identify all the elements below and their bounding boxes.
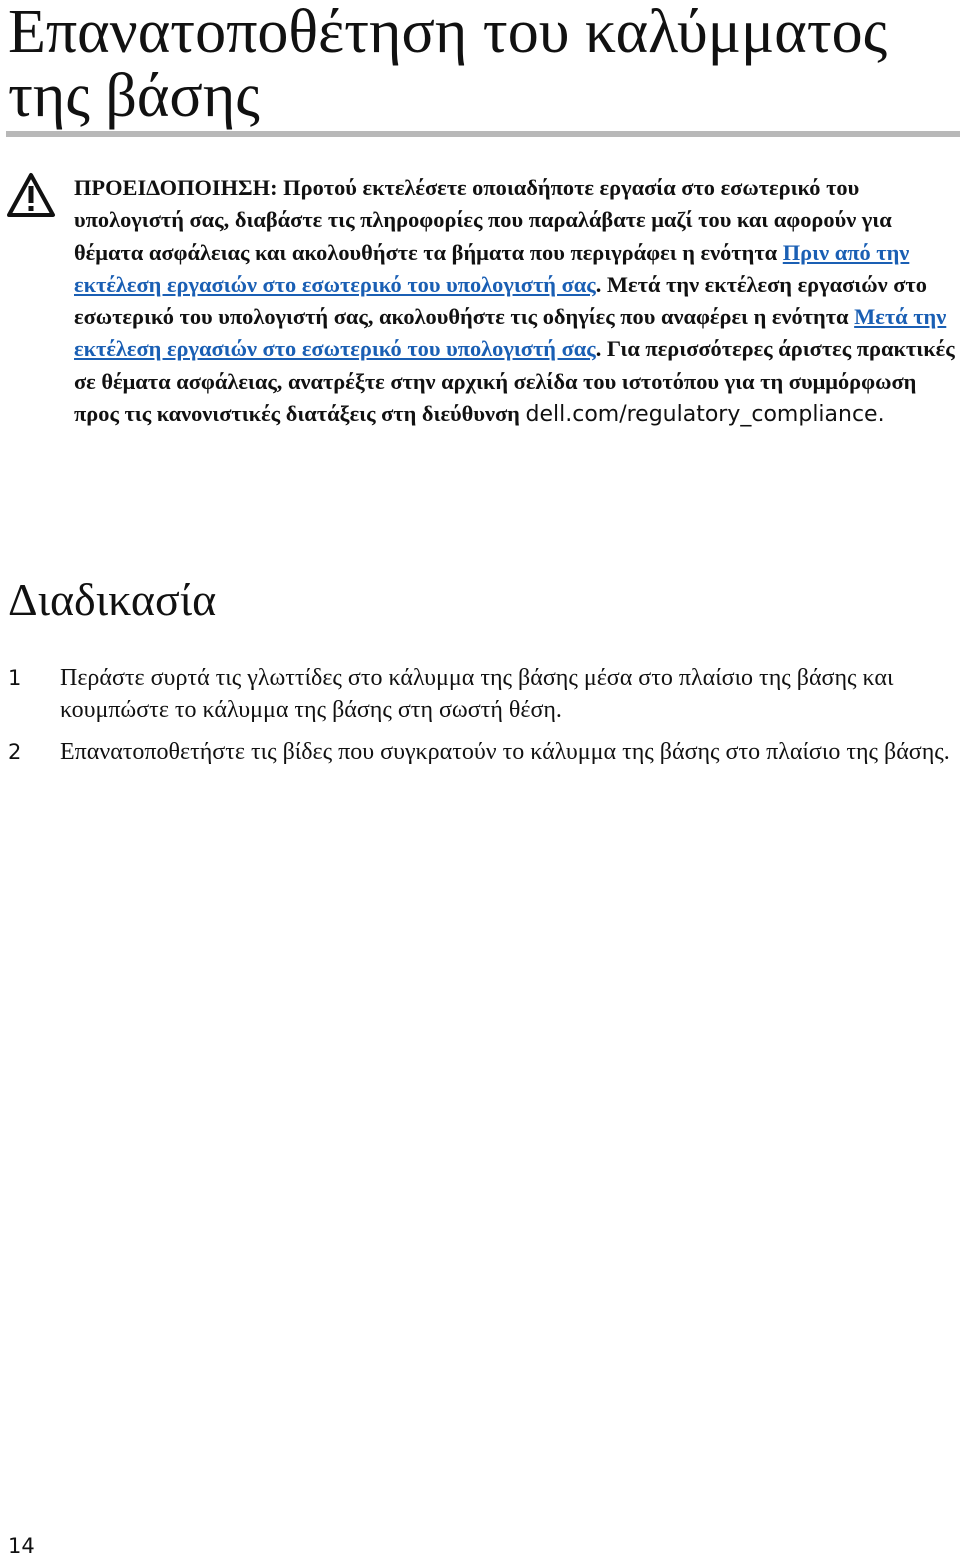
warning-triangle-icon bbox=[6, 172, 56, 218]
procedure-step bbox=[0, 662, 960, 726]
step-text: Περάστε συρτά τις γλωττίδες στο κάλυμμα της βάσης μέσα στο πλαίσιο της βάσης και κουμπώστε το κάλυμμα της βάσης στη σωστή θέση. bbox=[60, 665, 894, 723]
procedure-steps bbox=[0, 662, 960, 778]
warning-label: ΠΡΟΕΙΔΟΠΟΙΗΣΗ: bbox=[74, 175, 278, 200]
regulatory-compliance-url: dell.com/regulatory_compliance. bbox=[525, 402, 885, 428]
before-working-link[interactable]: Πριν από την εκτέλεση εργασιών στο εσωτερικό του υπολογιστή σας bbox=[74, 239, 910, 297]
step-number: 2 bbox=[8, 740, 22, 764]
warning-note bbox=[74, 172, 956, 431]
procedure-heading: Διαδικασία bbox=[8, 574, 217, 625]
warning-text-1: Προτού εκτελέσετε οποιαδήποτε εργασία στο εσωτερικό του υπολογιστή σας, διαβάστε τις πληροφορίες που παραλάβατε μαζί του και αφορούν για θέματα ασφάλειας και ακολουθήστε τα βήματα που περιγράφει η ενότητα bbox=[74, 175, 892, 265]
step-number: 1 bbox=[8, 666, 22, 690]
warning-text-2: . Μετά την εκτέλεση εργασιών στο εσωτερικό του υπολογιστή σας, ακολουθήστε τις οδηγίες που αναφέρει η ενότητα bbox=[74, 271, 927, 330]
page-number: 14 bbox=[8, 1534, 35, 1558]
procedure-step bbox=[0, 736, 960, 768]
step-text: Επανατοποθετήστε τις βίδες που συγκρατούν το κάλυμμα της βάσης στο πλαίσιο της βάσης. bbox=[60, 739, 950, 765]
warning-text-3: . Για περισσότερες άριστες πρακτικές σε θέματα ασφάλειας, ανατρέξτε στην αρχική σελίδα του ιστοτόπου για τη συμμόρφωση προς τις κανονιστικές διατάξεις στη διεύθυνση bbox=[74, 336, 955, 427]
page-title: Επανατοποθέτηση του καλύμματος της βάσης bbox=[8, 0, 888, 130]
after-working-link[interactable]: Μετά την εκτέλεση εργασιών στο εσωτερικό του υπολογιστή σας bbox=[74, 304, 947, 362]
title-divider bbox=[6, 131, 960, 137]
